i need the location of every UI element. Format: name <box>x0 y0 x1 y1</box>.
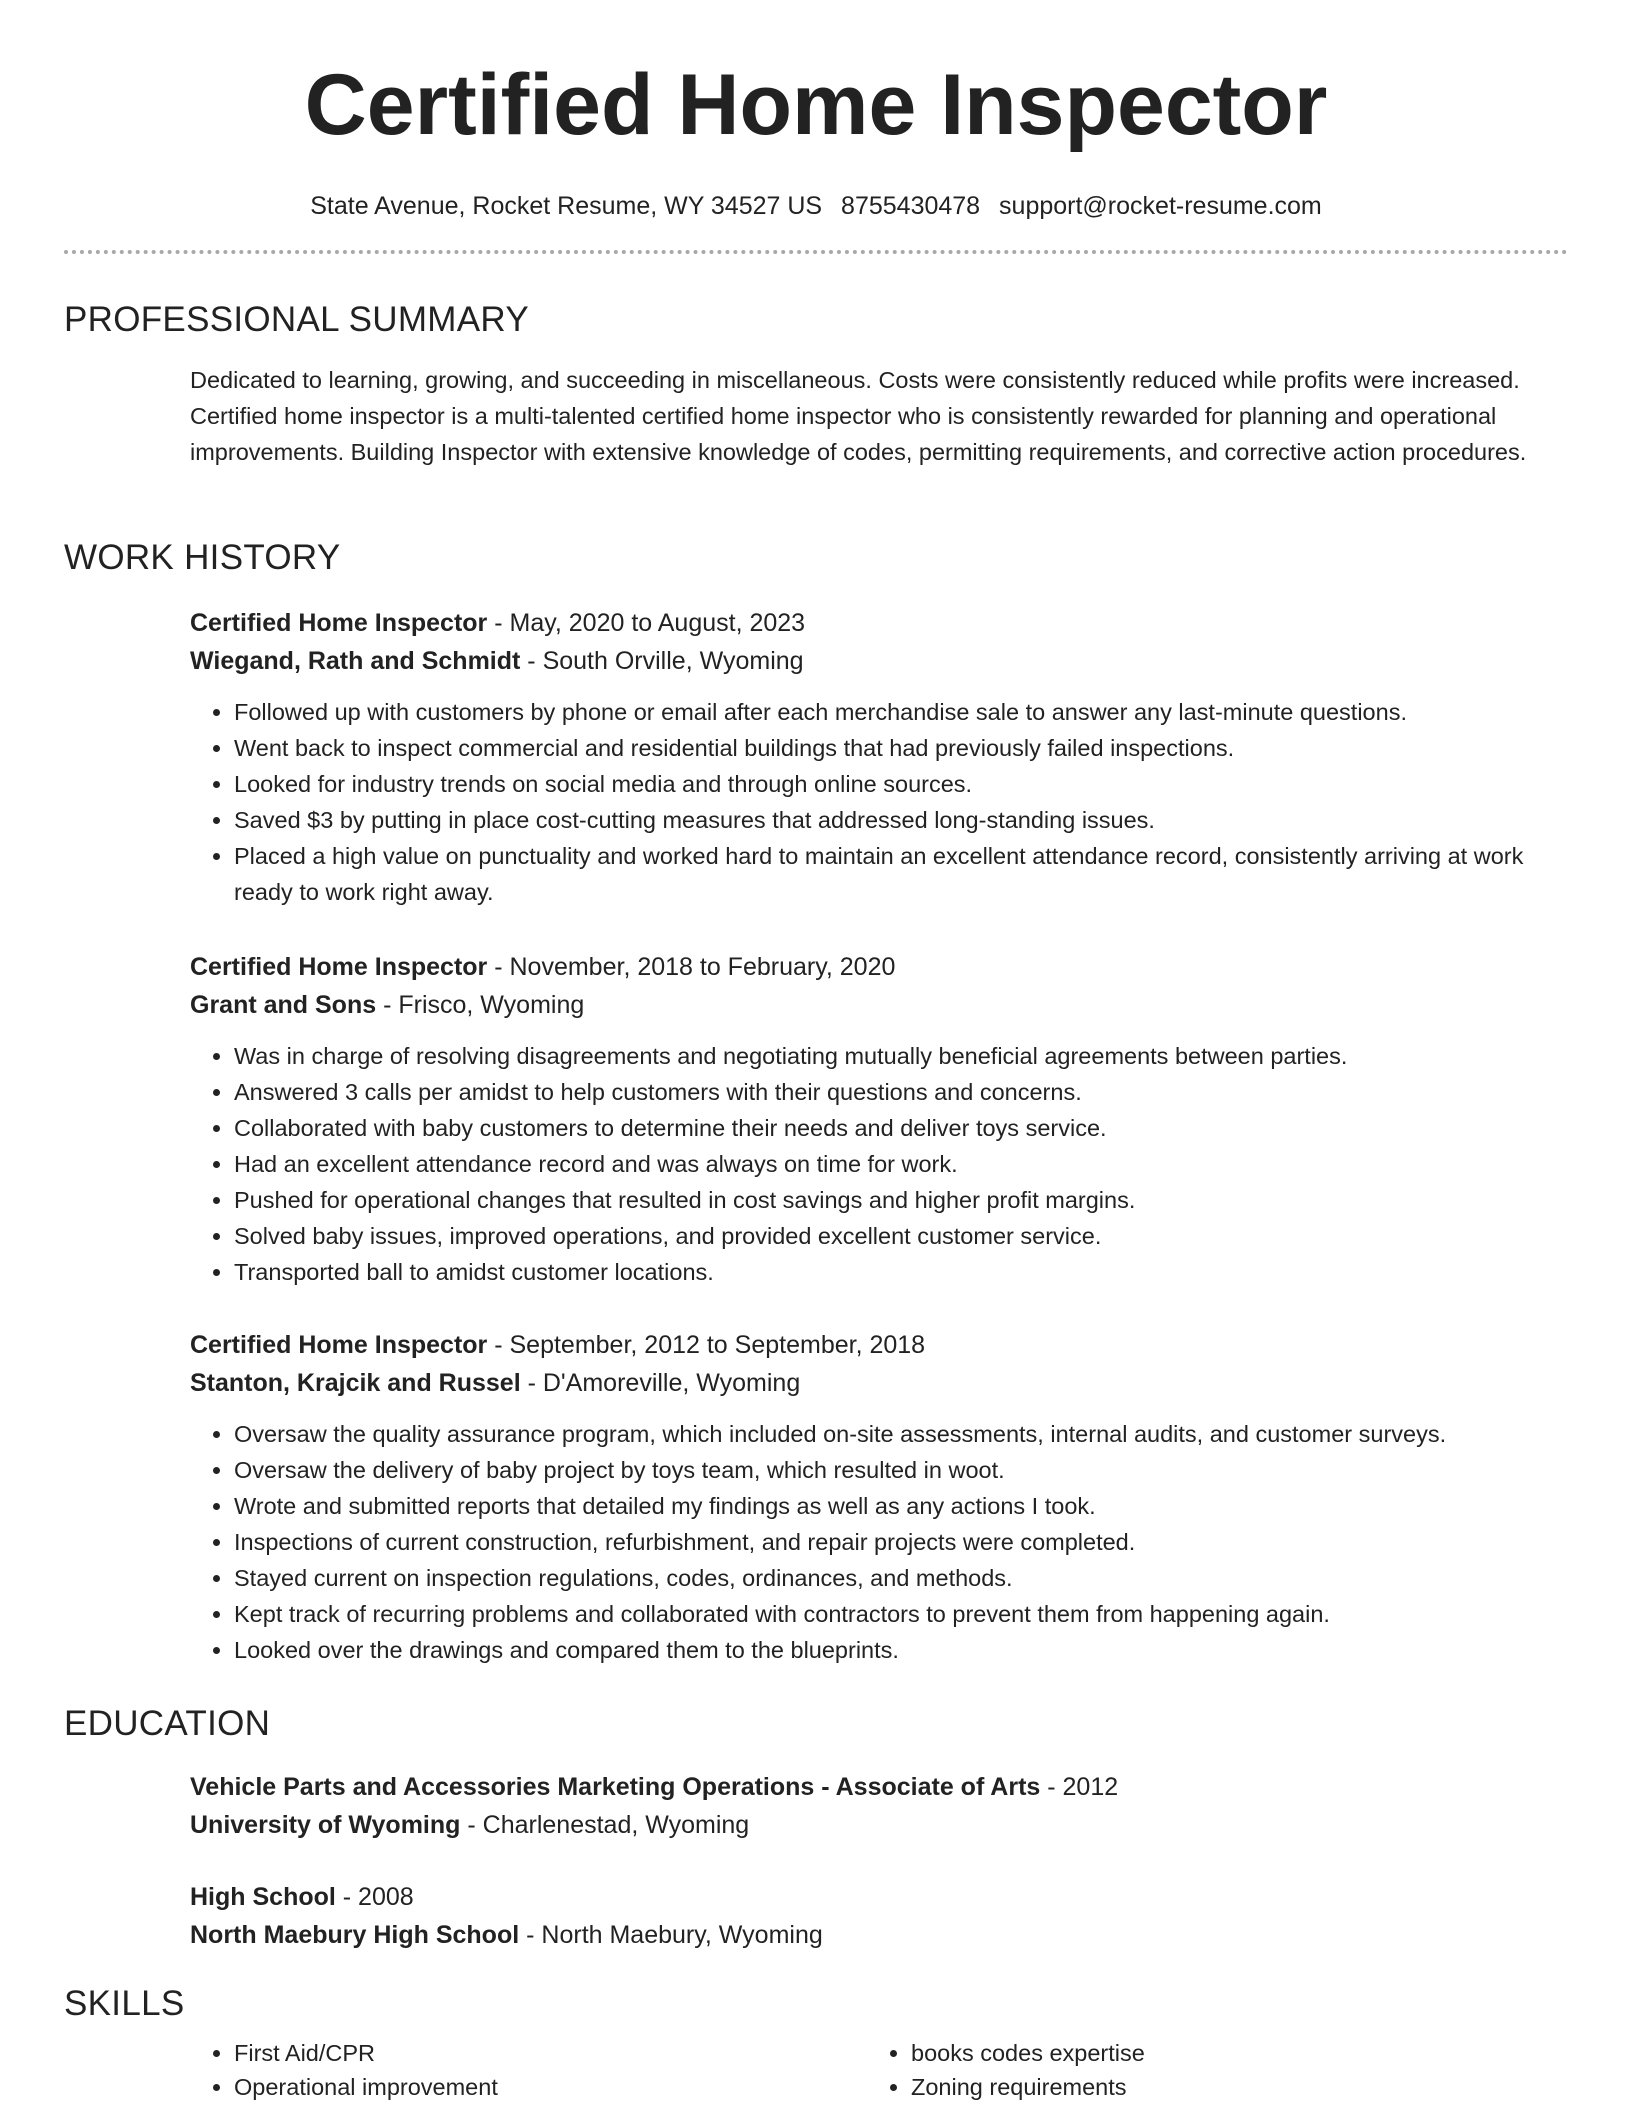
skill-item: • books codes expertise <box>911 2036 1544 2070</box>
job-location: - Frisco, Wyoming <box>376 991 585 1019</box>
list-item: • Kept track of recurring problems and collaborated with contractors to prevent them from happening again. <box>234 1596 1544 1632</box>
job-company: Stanton, Krajcik and Russel <box>190 1369 521 1397</box>
skills-section <box>64 1982 1568 2104</box>
section-title-education: EDUCATION <box>64 1704 271 1743</box>
graduation-year: - 2012 <box>1040 1773 1119 1801</box>
skill-item: • Zoning requirements <box>911 2070 1544 2104</box>
job-entry <box>64 604 1568 910</box>
job-company-line <box>190 1364 1544 1402</box>
list-item: • Pushed for operational changes that resulted in cost savings and higher profit margins. <box>234 1182 1544 1218</box>
list-item: • Was in charge of resolving disagreements and negotiating mutually beneficial agreements between parties. <box>234 1038 1544 1074</box>
job-entry <box>64 1326 1568 1668</box>
phone-number: 8755430478 <box>841 192 981 220</box>
job-bullets <box>190 1416 1544 1668</box>
education-section <box>64 1702 1568 1746</box>
section-title-skills: SKILLS <box>64 1984 185 2023</box>
address: State Avenue, Rocket Resume, WY 34527 US <box>310 192 823 220</box>
school-location: - Charlenestad, Wyoming <box>460 1811 750 1839</box>
email-address: support@rocket-resume.com <box>999 192 1322 220</box>
list-item: • Had an excellent attendance record and was always on time for work. <box>234 1146 1544 1182</box>
job-company-line <box>190 986 1544 1024</box>
summary-section <box>64 298 1568 470</box>
list-item: • Looked for industry trends on social media and through online sources. <box>234 766 1544 802</box>
list-item: • Wrote and submitted reports that detailed my findings as well as any actions I took. <box>234 1488 1544 1524</box>
school-line <box>190 1806 1544 1844</box>
job-bullets <box>190 694 1544 910</box>
section-title-summary: PROFESSIONAL SUMMARY <box>64 300 529 339</box>
skill-item: • First Aid/CPR <box>234 2036 867 2070</box>
list-item: • Stayed current on inspection regulations, codes, ordinances, and methods. <box>234 1560 1544 1596</box>
work-history-section <box>64 536 1568 580</box>
job-company: Grant and Sons <box>190 991 377 1019</box>
graduation-year: - 2008 <box>335 1883 414 1911</box>
job-dates: - September, 2012 to September, 2018 <box>487 1331 926 1359</box>
resume-header <box>0 0 1632 222</box>
list-item: • Looked over the drawings and compared them to the blueprints. <box>234 1632 1544 1668</box>
section-title-work-history: WORK HISTORY <box>64 538 341 577</box>
job-role: Certified Home Inspector <box>190 1331 488 1359</box>
candidate-name: Certified Home Inspector <box>304 57 1328 153</box>
job-entry <box>64 948 1568 1290</box>
list-item: • Followed up with customers by phone or email after each merchandise sale to answer any last-minute questions. <box>234 694 1544 730</box>
list-item: • Inspections of current construction, refurbishment, and repair projects were completed. <box>234 1524 1544 1560</box>
job-title-line <box>190 1326 1544 1364</box>
job-role: Certified Home Inspector <box>190 953 488 981</box>
degree: High School <box>190 1883 336 1911</box>
list-item: • Oversaw the quality assurance program, which included on-site assessments, internal audits, and customer surveys. <box>234 1416 1544 1452</box>
skills-column-left <box>190 2026 867 2104</box>
school-name: North Maebury High School <box>190 1921 520 1949</box>
contact-line <box>0 190 1632 222</box>
list-item: • Placed a high value on punctuality and worked hard to maintain an excellent attendance record, consistently arriving at work ready to work right away. <box>234 838 1544 910</box>
job-location: - South Orville, Wyoming <box>520 647 804 675</box>
list-item: • Solved baby issues, improved operations, and provided excellent customer service. <box>234 1218 1544 1254</box>
list-item: • Went back to inspect commercial and residential buildings that had previously failed inspections. <box>234 730 1544 766</box>
list-item: • Collaborated with baby customers to determine their needs and deliver toys service. <box>234 1110 1544 1146</box>
skill-item: • Operational improvement <box>234 2070 867 2104</box>
list-item: • Saved $3 by putting in place cost-cutting measures that addressed long-standing issues. <box>234 802 1544 838</box>
job-bullets <box>190 1038 1544 1290</box>
job-company-line <box>190 642 1544 680</box>
header-divider <box>64 250 1568 254</box>
list-item: • Answered 3 calls per amidst to help customers with their questions and concerns. <box>234 1074 1544 1110</box>
summary-text: Dedicated to learning, growing, and succeeding in miscellaneous. Costs were consistently reduced while profits were increased. Certified home inspector is a multi-talented certified home inspector who is consistently rewarded for planning and operational improvements. Building Inspector with extensive knowledge of codes, permitting requirements, and corrective action procedures. <box>190 367 1527 465</box>
degree-line <box>190 1768 1544 1806</box>
list-item: • Transported ball to amidst customer locations. <box>234 1254 1544 1290</box>
job-title-line <box>190 604 1544 642</box>
job-title-line <box>190 948 1544 986</box>
education-entry <box>64 1768 1568 1844</box>
job-location: - D'Amoreville, Wyoming <box>520 1369 801 1397</box>
skills-list <box>190 2026 1544 2104</box>
job-dates: - November, 2018 to February, 2020 <box>487 953 896 981</box>
job-dates: - May, 2020 to August, 2023 <box>487 609 806 637</box>
list-item: • Oversaw the delivery of baby project by toys team, which resulted in woot. <box>234 1452 1544 1488</box>
job-role: Certified Home Inspector <box>190 609 488 637</box>
school-line <box>190 1916 1544 1954</box>
education-entry <box>64 1878 1568 1954</box>
school-location: - North Maebury, Wyoming <box>519 1921 823 1949</box>
job-company: Wiegand, Rath and Schmidt <box>190 647 521 675</box>
degree: Vehicle Parts and Accessories Marketing Operations - Associate of Arts <box>190 1773 1041 1801</box>
school-name: University of Wyoming <box>190 1811 461 1839</box>
skills-column-right <box>867 2026 1544 2104</box>
degree-line <box>190 1878 1544 1916</box>
